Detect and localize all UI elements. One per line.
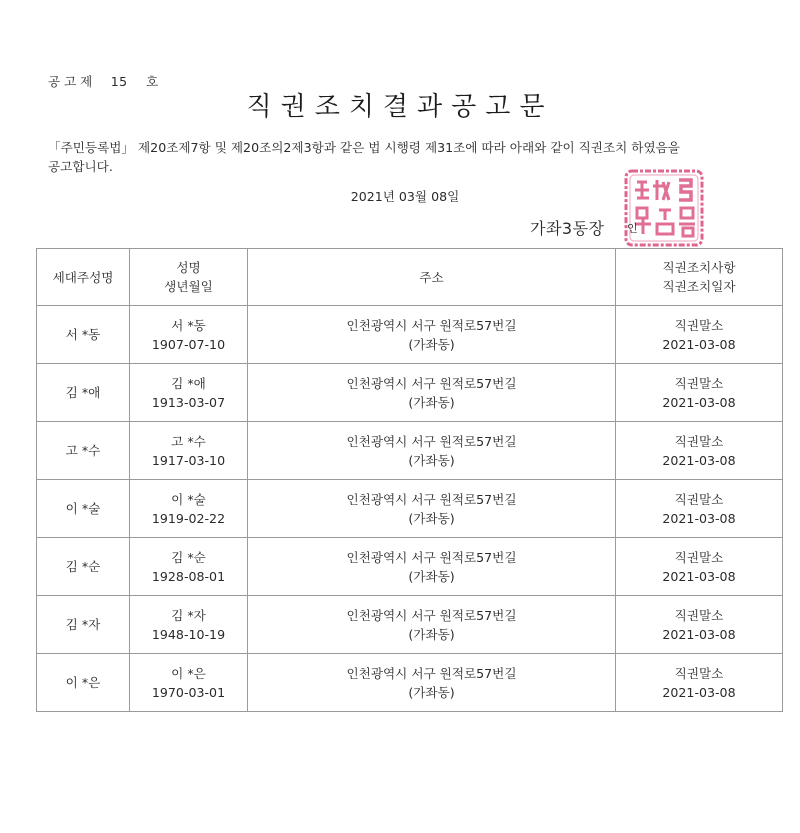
name-birth-cell [130, 538, 248, 596]
birth-date: 1970-03-01 [151, 684, 226, 700]
householder-cell [37, 306, 130, 364]
document-title: 직권조치결과공고문 [246, 92, 554, 122]
official-seal-stamp [623, 168, 705, 248]
address-dong: (가좌동) [408, 394, 455, 410]
seal-mark: 인 [627, 222, 638, 235]
address-street: 인천광역시 서구 원적로57번길 [346, 317, 517, 333]
birth-date: 1913-03-07 [151, 394, 226, 410]
householder-cell [37, 422, 130, 480]
header-action-date-label: 직권조치일자 [662, 279, 736, 294]
birth-date: 1948-10-19 [151, 626, 226, 642]
table-row [37, 364, 783, 422]
action-date: 2021-03-08 [662, 452, 736, 468]
header-name-label: 성명 [176, 260, 201, 275]
action-type: 직권말소 [674, 433, 724, 449]
table-header-row [37, 249, 783, 306]
action-date: 2021-03-08 [662, 510, 736, 526]
action-cell [616, 654, 783, 712]
person-name: 김 *순 [171, 549, 206, 565]
notice-suffix: 호 [146, 74, 159, 89]
address-dong: (가좌동) [408, 626, 455, 642]
address-street: 인천광역시 서구 원적로57번길 [346, 375, 517, 391]
action-cell [616, 364, 783, 422]
birth-date: 1928-08-01 [151, 568, 226, 584]
birth-date: 1907-07-10 [151, 336, 226, 352]
address-dong: (가좌동) [408, 336, 455, 352]
person-name: 김 *애 [171, 375, 206, 391]
notice-prefix: 공고제 [48, 74, 97, 89]
header-name-birth [130, 249, 248, 306]
issuer-name: 가좌3동장 [530, 219, 605, 238]
address-dong: (가좌동) [408, 452, 455, 468]
table-row [37, 306, 783, 364]
action-date: 2021-03-08 [662, 568, 736, 584]
householder-cell [37, 654, 130, 712]
householder-name: 이 *술 [65, 501, 101, 516]
householder-name: 이 *은 [65, 675, 101, 690]
address-cell [248, 480, 616, 538]
person-name: 이 *술 [171, 491, 206, 507]
birth-date: 1917-03-10 [151, 452, 226, 468]
householder-name: 김 *애 [65, 385, 101, 400]
action-cell [616, 538, 783, 596]
action-date: 2021-03-08 [662, 684, 736, 700]
name-birth-cell [130, 422, 248, 480]
result-table [36, 248, 783, 712]
header-householder [37, 249, 130, 306]
table-row [37, 422, 783, 480]
householder-cell [37, 596, 130, 654]
action-type: 직권말소 [674, 317, 724, 333]
action-type: 직권말소 [674, 375, 724, 391]
name-birth-cell [130, 364, 248, 422]
header-address [248, 249, 616, 306]
householder-cell [37, 538, 130, 596]
address-street: 인천광역시 서구 원적로57번길 [346, 607, 517, 623]
action-type: 직권말소 [674, 549, 724, 565]
address-dong: (가좌동) [408, 684, 455, 700]
person-name: 서 *동 [171, 317, 206, 333]
address-street: 인천광역시 서구 원적로57번길 [346, 491, 517, 507]
address-street: 인천광역시 서구 원적로57번길 [346, 665, 517, 681]
name-birth-cell [130, 306, 248, 364]
address-cell [248, 654, 616, 712]
address-street: 인천광역시 서구 원적로57번길 [346, 433, 517, 449]
table-row [37, 596, 783, 654]
address-cell [248, 596, 616, 654]
header-address-label: 주소 [419, 269, 444, 285]
address-cell [248, 422, 616, 480]
person-name: 고 *수 [171, 433, 206, 449]
action-cell [616, 306, 783, 364]
table-row [37, 654, 783, 712]
name-birth-cell [130, 596, 248, 654]
address-dong: (가좌동) [408, 568, 455, 584]
address-dong: (가좌동) [408, 510, 455, 526]
address-street: 인천광역시 서구 원적로57번길 [346, 549, 517, 565]
header-action-label: 직권조치사항 [662, 260, 736, 275]
action-date: 2021-03-08 [662, 394, 736, 410]
birth-date: 1919-02-22 [151, 510, 226, 526]
householder-cell [37, 480, 130, 538]
name-birth-cell [130, 480, 248, 538]
notice-body-text: 「주민등록법」 제20조제7항 및 제20조의2제3항과 같은 법 시행령 제31조에 따라 아래와 같이 직권조치 하였음을 공고합니다. [48, 140, 680, 174]
notice-date: 2021년 03월 08일 [350, 189, 460, 204]
action-type: 직권말소 [674, 491, 724, 507]
householder-name: 김 *순 [65, 559, 101, 574]
person-name: 이 *은 [171, 665, 206, 681]
header-birth-label: 생년월일 [164, 279, 213, 294]
header-action [616, 249, 783, 306]
action-cell [616, 422, 783, 480]
header-householder-label: 세대주성명 [52, 269, 114, 285]
address-cell [248, 364, 616, 422]
table-row [37, 538, 783, 596]
action-cell [616, 480, 783, 538]
action-cell [616, 596, 783, 654]
householder-name: 고 *수 [65, 443, 101, 458]
notice-number-value: 15 [110, 74, 128, 89]
action-date: 2021-03-08 [662, 336, 736, 352]
householder-cell [37, 364, 130, 422]
person-name: 김 *자 [171, 607, 206, 623]
action-type: 직권말소 [674, 607, 724, 623]
action-date: 2021-03-08 [662, 626, 736, 642]
name-birth-cell [130, 654, 248, 712]
householder-name: 김 *자 [65, 617, 101, 632]
action-type: 직권말소 [674, 665, 724, 681]
householder-name: 서 *동 [65, 327, 101, 342]
table-row [37, 480, 783, 538]
address-cell [248, 306, 616, 364]
address-cell [248, 538, 616, 596]
